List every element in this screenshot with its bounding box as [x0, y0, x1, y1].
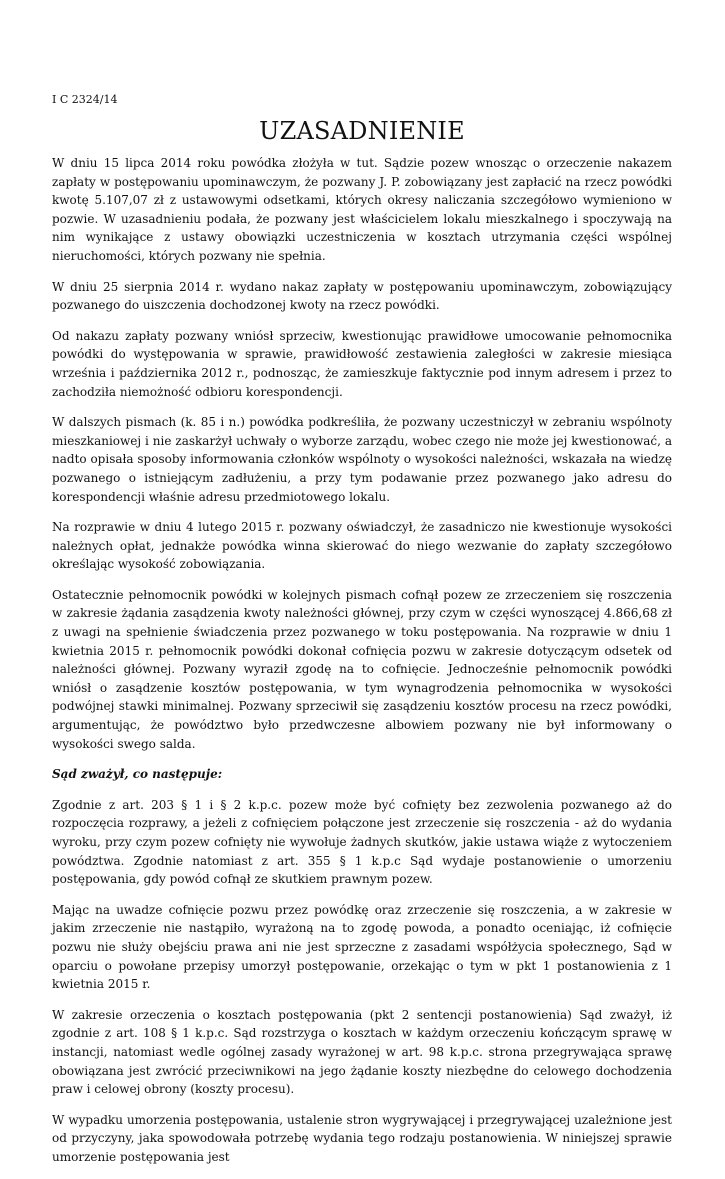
paragraph-4: W dalszych pismach (k. 85 i n.) powódka podkreśliła, że pozwany uczestniczył w zebraniu wspólnoty mieszkaniowej i nie zaskarżył uchwały o wyborze zarządu, wobec czego nie może jej kwestionować, a nadto opisała sposoby informowania członków wspólnoty o wysokości należności, wskazała na wiedzę pozwanego o istniejącym zadłużeniu, a przy tym podawanie przez pozwanego jako adresu do korespondencji właśnie adresu przedmiotowego lokalu. — [52, 415, 672, 504]
paragraph-1: W dniu 15 lipca 2014 roku powódka złożyła w tut. Sądzie pozew wnosząc o orzeczenie nakazem zapłaty w postępowaniu upominawczym, że pozwany J. P. zobowiązany jest zapłacić na rzecz powódki kwotę 5.107,07 zł z ustawowymi odsetkami, których okresy naliczania szczegółowo wymieniono w pozwie. W uzasadnieniu podała, że pozwany jest właścicielem lokalu mieszkalnego i spoczywają na nim wynikające z ustawy obowiązki uczestniczenia w kosztach utrzymania części wspólnej nieruchomości, których pozwany nie spełnia. — [52, 156, 672, 263]
paragraph-10: W wypadku umorzenia postępowania, ustalenie stron wygrywającej i przegrywającej uzależnione jest od przyczyny, jaka spowodowała potrzebę wydania tego rodzaju postanowienia. W niniejszej sprawie umorzenie postępowania jest — [52, 1112, 672, 1164]
paragraph-2: W dniu 25 sierpnia 2014 r. wydano nakaz zapłaty w postępowaniu upominawczym, zobowiązujący pozwanego do uiszczenia dochodzonej kwoty na rzecz powódki. — [52, 279, 672, 313]
paragraph-9: W zakresie orzeczenia o kosztach postępowania (pkt 2 sentencji postanowienia) Sąd zważył, iż zgodnie z art. 108 § 1 k.p.c. Sąd rozstrzyga o kosztach w każdym orzeczeniu kończącym sprawę w instancji, natomiast wedle ogólnej zasady wyrażonej w art. 98 k.p.c. strona przegrywająca sprawę obowiązana jest zwrócić przeciwnikowi na jego żądanie koszty niezbędne do celowego dochodzenia praw i celowej obrony (koszty procesu). — [52, 1007, 672, 1097]
paragraph-8: Mając na uwadze cofnięcie pozwu przez powódkę oraz zrzeczenie się roszczenia, a w zakresie w jakim zrzeczenie nie nastąpiło, wyrażoną na to zgodę powoda, a ponadto oceniając, iż cofnięcie pozwu nie służy obejściu prawa ani nie jest sprzeczne z zasadami współżycia społecznego, Sąd w oparciu o powołane przepisy umorzył postępowanie, orzekając o tym w pkt 1 postanowienia z 1 kwietnia 2015 r. — [52, 902, 672, 992]
paragraph-5: Na rozprawie w dniu 4 lutego 2015 r. pozwany oświadczył, że zasadniczo nie kwestionuje wysokości należnych opłat, jednakże powódka winna skierować do niego wezwanie do zapłaty szczegółowo określając wysokość zobowiązania. — [52, 520, 672, 572]
case-number: I C 2324/14 — [52, 93, 118, 106]
paragraph-6: Ostatecznie pełnomocnik powódki w kolejnych pismach cofnął pozew ze zrzeczeniem się roszczenia w zakresie żądania zasądzenia kwoty należności głównej, przy czym w części wynoszącej 4.866,68 zł z uwagi na spełnienie świadczenia przez pozwanego w toku postępowania. Na rozprawie w dniu 1 kwietnia 2015 r. pełnomocnik powódki dokonał cofnięcia pozwu w zakresie dotyczącym odsetek od należności głównej. Pozwany wyraził zgodę na to cofnięcie. Jednocześnie pełnomocnik powódki wniósł o zasądzenie kosztów postępowania, w tym wynagrodzenia pełnomocnika w wysokości podwójnej stawki minimalnej. Pozwany sprzeciwił się zasądzeniu kosztów procesu na rzecz powódki, argumentując, że powództwo było przedwczesne albowiem pozwany nie był informowany o wysokości swego salda. — [52, 587, 672, 751]
document-page — [52, 92, 672, 1179]
document-title: UZASADNIENIE — [259, 117, 465, 145]
paragraph-3: Od nakazu zapłaty pozwany wniósł sprzeciw, kwestionując prawidłowe umocowanie pełnomocnika powódki do występowania w sprawie, prawidłowość zestawienia zaległości w zakresie miesiąca września i października 2012 r., podnosząc, że zamieszkuje faktycznie pod innym adresem i przez to zachodziła niemożność odbioru korespondencji. — [52, 328, 672, 399]
paragraph-7: Zgodnie z art. 203 § 1 i § 2 k.p.c. pozew może być cofnięty bez zezwolenia pozwanego aż do rozpoczęcia rozprawy, a jeżeli z cofnięciem połączone jest zrzeczenie się roszczenia - aż do wydania wyroku, przy czym pozew cofnięty nie wywołuje żadnych skutków, jakie ustawa wiąże z wytoczeniem powództwa. Zgodnie natomiast z art. 355 § 1 k.p.c Sąd wydaje postanowienie o umorzeniu postępowania, gdy powód cofnął ze skutkiem prawnym pozew. — [52, 797, 672, 887]
section-subheading: Sąd zważył, co następuje: — [52, 767, 223, 782]
